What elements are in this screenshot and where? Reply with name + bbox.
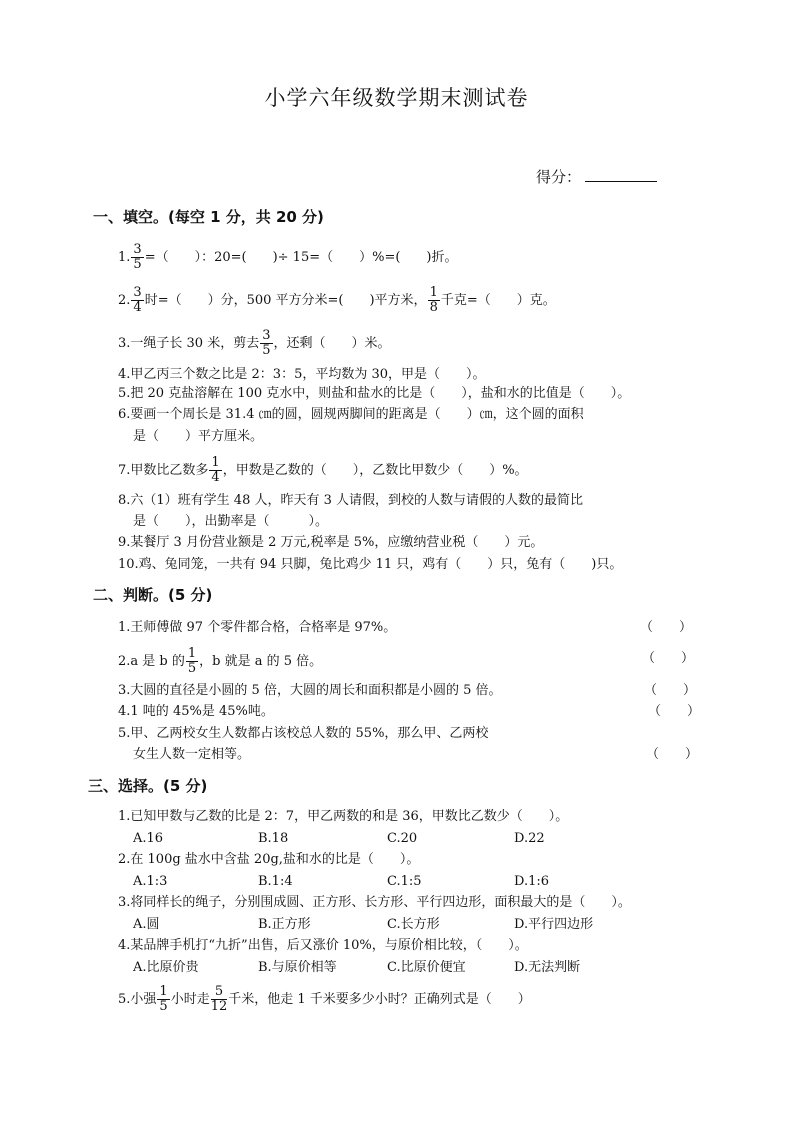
q-number: 2.	[118, 293, 131, 308]
s3-question-1-stem: 1.已知甲数与乙数的比是 2：7，甲乙两数的和是 36，甲数比乙数少（ ）。	[118, 809, 569, 824]
q-text[interactable]: 时=（ ）分，500 平方分米=( )平方米，	[144, 293, 427, 308]
fraction: $\frac{5}{12}$	[210, 984, 228, 1014]
s3-question-3-stem: 3.将同样长的绳子，分别围成圆、正方形、长方形、平行四边形，面积最大的是（ ）。	[118, 895, 631, 910]
s3-q3-option-a[interactable]: A.圆	[133, 917, 160, 932]
s2-question-1: 1.王师傅做 97 个零件都合格，合格率是 97%。	[118, 620, 397, 635]
q-text: 甲数比乙数多	[130, 463, 209, 478]
s3-q4-option-d[interactable]: D.无法判断	[514, 960, 581, 975]
s3-q1-option-a[interactable]: A.16	[133, 831, 164, 846]
s1-question-2	[118, 286, 556, 315]
s1-question-8-line2[interactable]: 是（ ），出勤率是（ ）。	[133, 514, 329, 529]
score-field	[536, 166, 657, 187]
page-title: 小学六年级数学期末测试卷	[264, 86, 529, 110]
s3-q1-option-c[interactable]: C.20	[387, 831, 418, 846]
fraction: $\frac{3}{5}$	[133, 242, 142, 272]
s3-q3-option-d[interactable]: D.平行四边形	[514, 917, 594, 932]
s2-question-5-line2: 女生人数一定相等。	[133, 747, 251, 762]
s3-q2-option-d[interactable]: D.1:6	[514, 874, 550, 889]
fraction: $\frac{1}{5}$	[159, 984, 168, 1014]
fraction: $\frac{1}{5}$	[187, 646, 197, 676]
s2-answer-3[interactable]: （ ）	[644, 683, 697, 698]
s1-question-9[interactable]: 9.某餐厅 3 月份营业额是 2 万元,税率是 5%，应缴纳营业税（ ）元。	[118, 535, 544, 550]
score-blank[interactable]	[585, 168, 657, 182]
fraction: $\frac{1}{8}$	[429, 285, 438, 315]
q-text: 一绳子长 30 米，剪去	[130, 336, 260, 351]
s3-q1-option-d[interactable]: D.22	[514, 831, 545, 846]
q-number: 3.	[118, 336, 131, 351]
q-text[interactable]: =（ ）：20=( )÷ 15=（ ）%=( )折。	[144, 250, 458, 265]
s2-question-5-line1: 5.甲、乙两校女生人数都占该校总人数的 55%，那么甲、乙两校	[118, 726, 489, 741]
s3-q4-option-c[interactable]: C.比原价便宜	[387, 960, 466, 975]
section2-heading: 二、判断。(5 分)	[93, 586, 213, 604]
s1-question-8-line1: 8.六（1）班有学生 48 人，昨天有 3 人请假，到校的人数与请假的人数的最简比	[118, 493, 584, 508]
s3-q4-option-b[interactable]: B.与原价相等	[258, 960, 337, 975]
s3-q2-option-b[interactable]: B.1:4	[258, 874, 293, 889]
s2-answer-4[interactable]: （ ）	[648, 704, 701, 719]
q-text: 5.小强	[118, 992, 157, 1007]
s1-question-7	[118, 456, 528, 485]
s3-q2-option-c[interactable]: C.1:5	[387, 874, 422, 889]
s2-question-3: 3.大圆的直径是小圆的 5 倍，大圆的周长和面积都是小圆的 5 倍。	[118, 683, 502, 698]
s1-question-6-line1[interactable]: 6.要画一个周长是 31.4 ㎝的圆，圆规两脚间的距离是（ ）㎝，这个圆的面积	[118, 407, 584, 422]
s3-q3-option-c[interactable]: C.长方形	[387, 917, 440, 932]
s3-q3-option-b[interactable]: B.正方形	[258, 917, 311, 932]
fraction: $\frac{1}{4}$	[211, 455, 220, 485]
q-text[interactable]: 千克=（ ）克。	[440, 293, 556, 308]
q-number: 1.	[118, 250, 131, 265]
s3-q4-option-a[interactable]: A.比原价贵	[133, 960, 199, 975]
q-text: 小时走	[170, 992, 210, 1007]
q-text[interactable]: ，甲数是乙数的（ ），乙数比甲数少（ ）%。	[222, 463, 528, 478]
s1-question-4[interactable]: 4.甲乙丙三个数之比是 2：3：5，平均数为 30，甲是（ ）。	[118, 367, 486, 382]
q-text[interactable]: 千米，他走 1 千米要多少小时？正确列式是（ ）	[228, 992, 531, 1007]
s3-q1-option-b[interactable]: B.18	[258, 831, 289, 846]
s2-question-4: 4.1 吨的 45%是 45%吨。	[118, 704, 274, 719]
s3-q2-option-a[interactable]: A.1:3	[133, 874, 168, 889]
s1-question-5[interactable]: 5.把 20 克盐溶解在 100 克水中，则盐和盐水的比是（ ），盐和水的比值是（ ）。	[118, 386, 631, 401]
s3-question-4-stem: 4.某品牌手机打“九折”出售，后又涨价 10%，与原价相比较，（ ）。	[118, 938, 528, 953]
fraction: $\frac{3}{5}$	[262, 328, 271, 358]
s1-question-6-line2[interactable]: 是（ ）平方厘米。	[133, 429, 264, 444]
section3-heading: 三、选择。(5 分)	[88, 777, 208, 795]
s3-question-5	[118, 985, 531, 1014]
q-text: ，b 就是 a 的 5 倍。	[199, 654, 323, 669]
s2-question-2	[118, 647, 322, 676]
s1-question-3	[118, 329, 391, 358]
s3-question-2-stem: 2.在 100g 盐水中含盐 20g,盐和水的比是（ ）。	[118, 852, 420, 867]
s2-answer-1[interactable]: （ ）	[640, 620, 693, 635]
q-number: 7.	[118, 463, 131, 478]
s2-answer-5[interactable]: （ ）	[646, 747, 699, 762]
score-label: 得分：	[536, 168, 582, 186]
q-text[interactable]: ，还剩（ ）米。	[273, 336, 391, 351]
s1-question-1	[118, 243, 458, 272]
section1-heading: 一、填空。(每空 1 分，共 20 分)	[93, 208, 324, 226]
s1-question-10[interactable]: 10.鸡、兔同笼，一共有 94 只脚，兔比鸡少 11 只，鸡有（ ）只，兔有（ )只。	[118, 557, 623, 572]
s2-answer-2[interactable]: （ ）	[642, 651, 695, 666]
q-text: 2.a 是 b 的	[118, 654, 185, 669]
fraction: $\frac{3}{4}$	[133, 285, 142, 315]
